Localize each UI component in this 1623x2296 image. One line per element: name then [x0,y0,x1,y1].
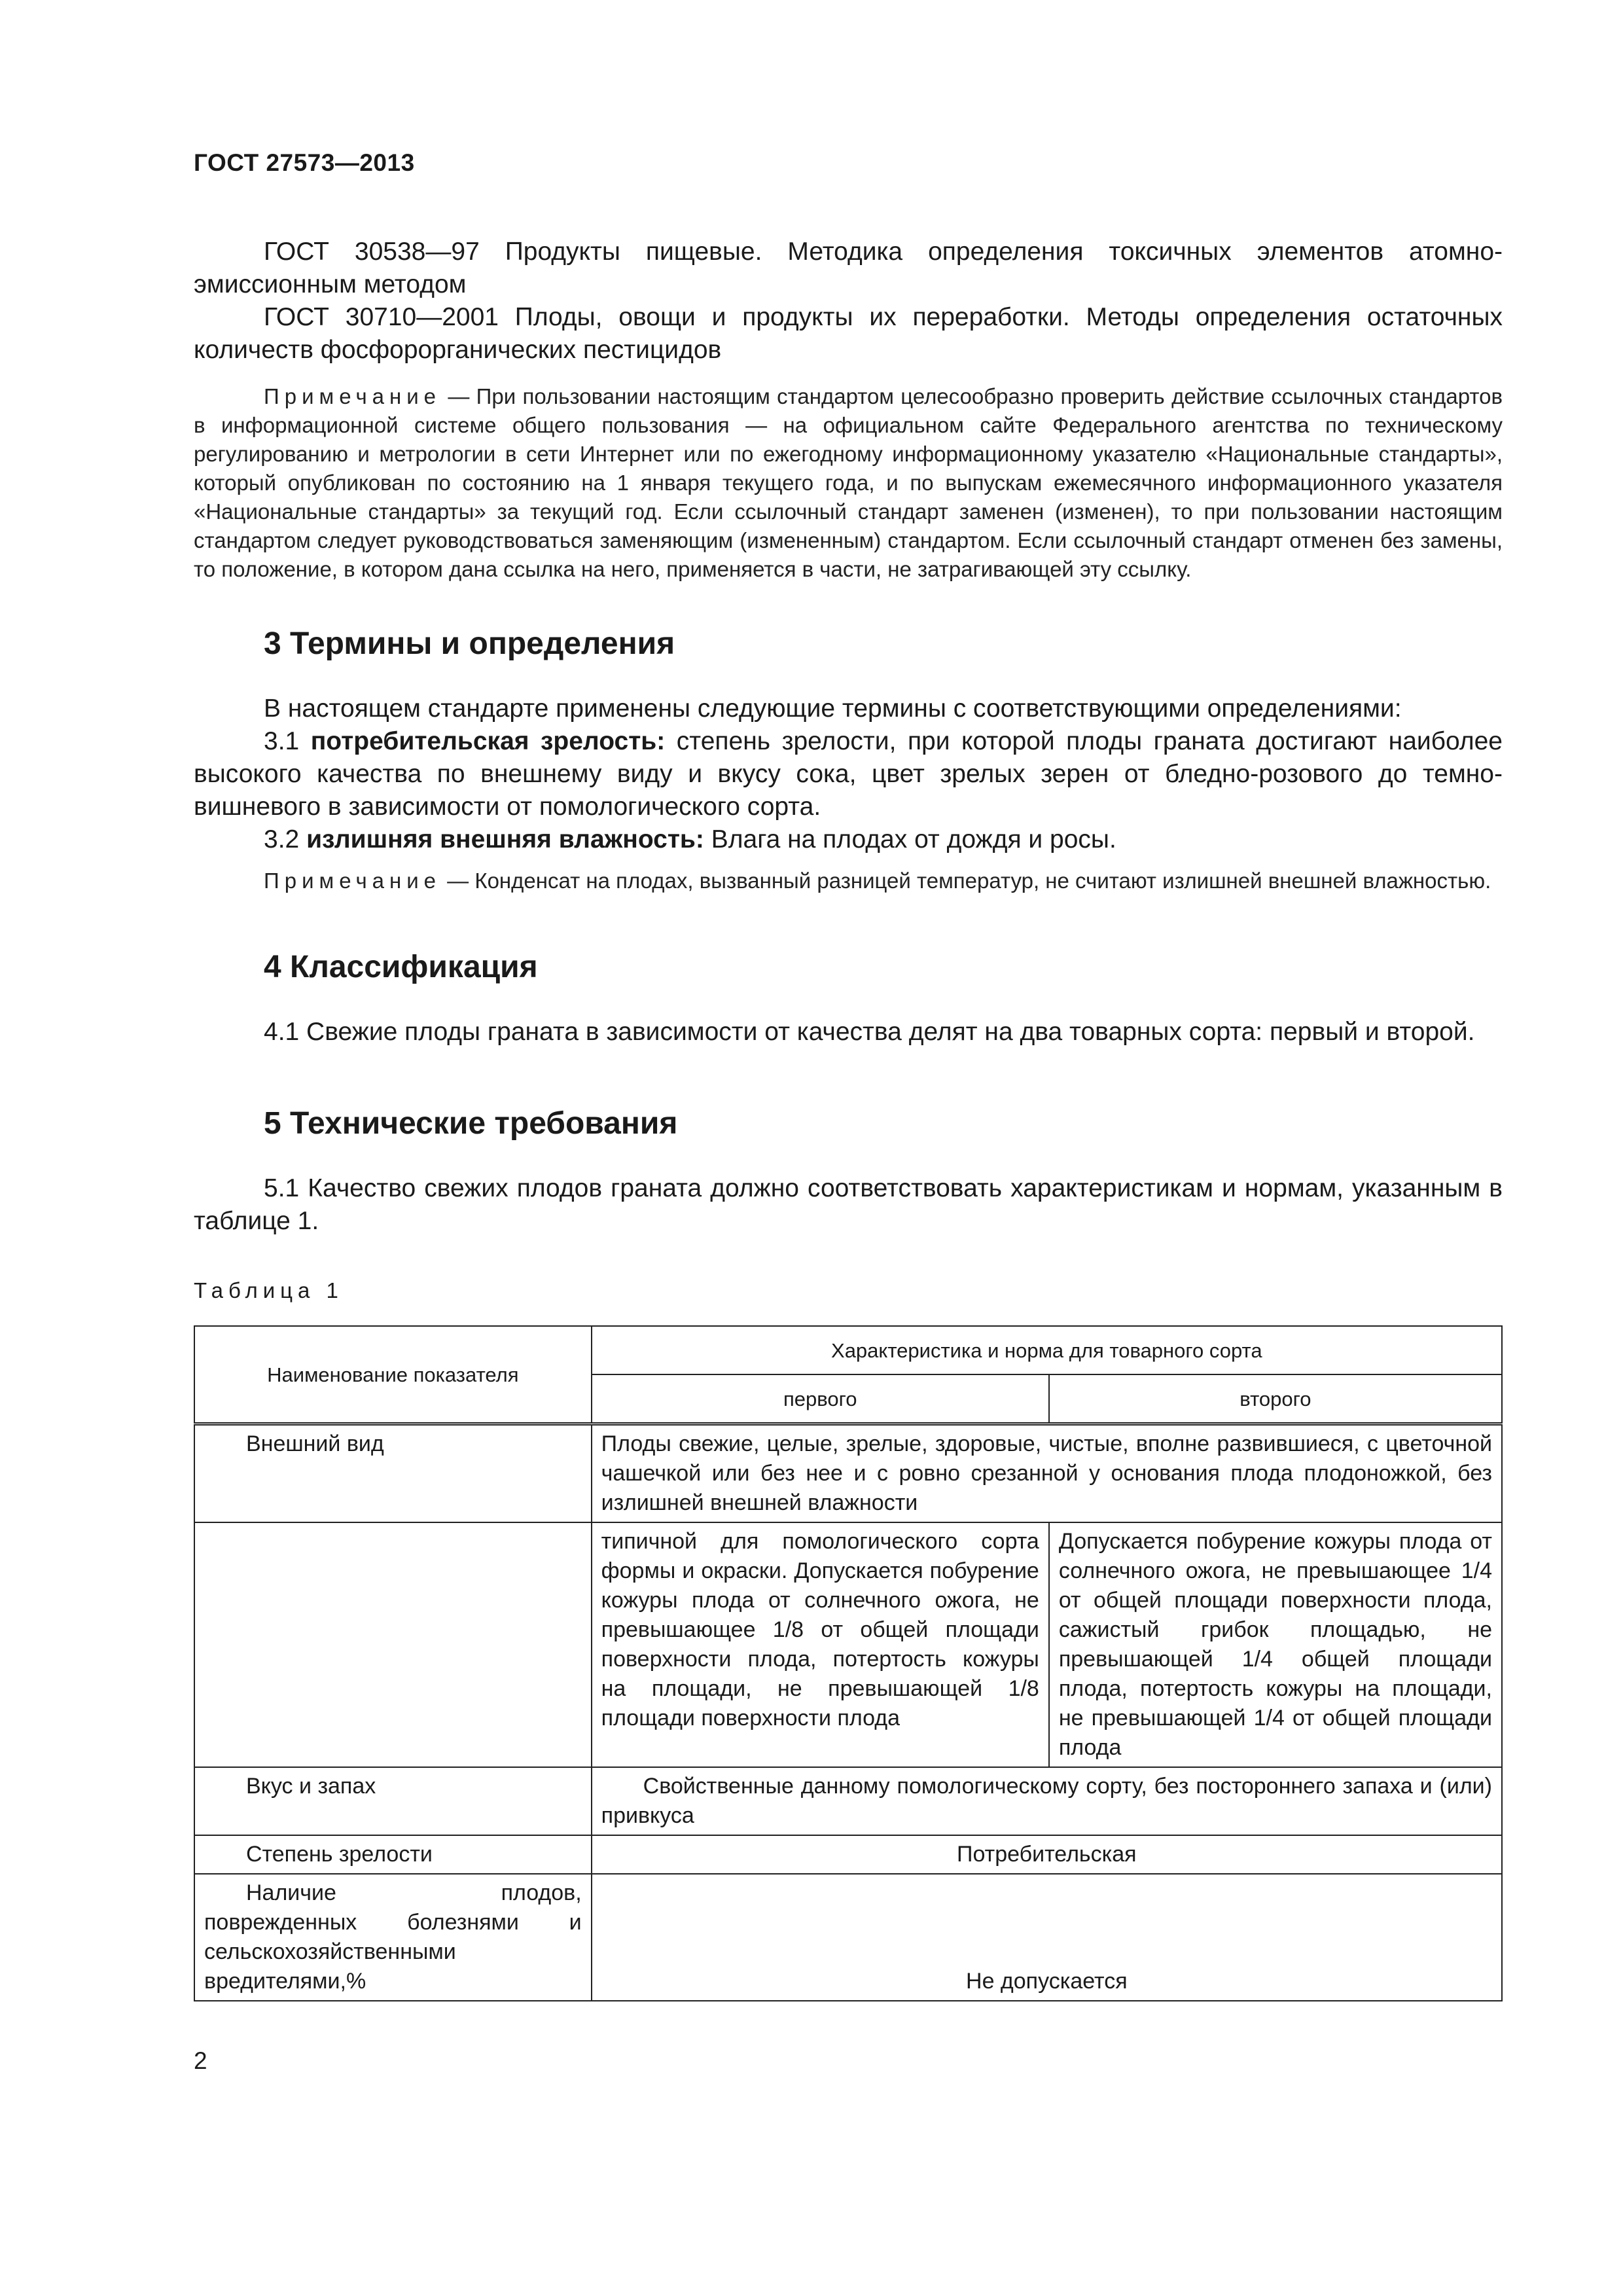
page-number: 2 [194,2047,207,2074]
cell-appearance-first: типичной для помологического сорта формы и окраски. Допускается побурение кожуры плода от солнечного ожога, не превышающее 1/8 от общей площади поверхности плода, потертость кожуры на площади, не превышающей 1/8 площади поверхности плода [592,1522,1049,1767]
table-header-row [194,1326,1502,1374]
table-row [194,1874,1502,2001]
section-3-note [194,867,1503,895]
reference-gost-30538: ГОСТ 30538—97 Продукты пищевые. Методика определения токсичных элементов атомно-эмиссионным методом [194,238,1503,298]
term-3-2 [194,823,1503,856]
row-label-appearance: Внешний вид [194,1424,592,1523]
term-number: 3.1 [264,727,311,755]
cell-ripeness-value: Потребительская [592,1835,1502,1874]
cell-appearance-second: Допускается побурение кожуры плода от солнечного ожога, не превышающее 1/4 от общей площади поверхности плода, сажистый грибок площадью, не превышающей 1/4 общей площади плода, потертость кожуры на площади, не превышающей 1/4 от общей площади плода [1049,1522,1502,1767]
document-page [194,149,1503,2001]
section-3-title: 3 Термины и определения [264,626,675,661]
term-definition: степень зрелости, при которой плоды граната достигают наиболее высокого качества по внешнему виду и вкусу сока, цвет зрелых зерен от бледно-розового до темно-вишневого в зависимости от помологического сорта. [194,727,1503,821]
row-label-ripeness: Степень зрелости [194,1835,592,1874]
table-row [194,1767,1502,1835]
header-indicator-name: Наименование показателя [194,1326,592,1424]
header-grade-group: Характеристика и норма для товарного сорта [592,1326,1502,1374]
header-first-grade: первого [592,1374,1049,1424]
document-header: ГОСТ 27573—2013 [194,149,415,176]
section-5-title: 5 Технические требования [264,1106,678,1141]
note-text: — При пользовании настоящим стандартом целесообразно проверить действие ссылочных стандартов в информационной системе общего пользования — на официальном сайте Федерального агентства по техническому регулированию и метрологии в сети Интернет или по ежегодному информационному указателю «Национальные стандарты», который опубликован по состоянию на 1 января текущего года, и по выпускам ежемесячного информационного указателя «Национальные стандарты» за текущий год. Если ссылочный стандарт заменен (изменен), то при пользовании настоящим стандартом следует руководствоваться заменяющим (измененным) стандартом. Если ссылочный стандарт отменен без замены, то положение, в котором дана ссылка на него, применяется в части, не затрагивающей эту ссылку. [194,384,1503,581]
note-text: — Конденсат на плодах, вызванный разницей температур, не считают излишней внешней влажностью. [441,869,1491,893]
row-label-damaged: Наличие плодов, поврежденных болезнями и сельскохозяйственными вредителями,% [194,1874,592,2001]
table-row [194,1835,1502,1874]
quality-table [194,1325,1503,2001]
cell-taste-value: Свойственные данному помологическому сорту, без постороннего запаха и (или) привкуса [592,1767,1502,1835]
reference-gost-30710: ГОСТ 30710—2001 Плоды, овощи и продукты их переработки. Методы определения остаточных количеств фосфорорганических пестицидов [194,303,1503,364]
term-name: излишняя внешняя влажность: [306,825,704,853]
term-definition: Влага на плодах от дождя и росы. [704,825,1116,853]
section-4-text: 4.1 Свежие плоды граната в зависимости от качества делят на два товарных сорта: первый и второй. [264,1018,1475,1046]
cell-appearance-common: Плоды свежие, целые, зрелые, здоровые, чистые, вполне развившиеся, с цветочной чашечкой или без нее и с ровно срезанной у основания плода плодоножкой, без излишней внешней влажности [592,1424,1502,1523]
table-row [194,1424,1502,1523]
row-label-taste: Вкус и запах [194,1767,592,1835]
table-row [194,1522,1502,1767]
section-5-text: 5.1 Качество свежих плодов граната должно соответствовать характеристикам и нормам, указанным в таблице 1. [194,1174,1503,1235]
header-second-grade: второго [1049,1374,1502,1424]
references-note [194,382,1503,584]
note-label: Примечание [264,384,442,408]
term-name: потребительская зрелость: [310,727,666,755]
table-caption: Таблица 1 [194,1278,344,1302]
section-3-intro: В настоящем стандарте применены следующие термины с соответствующими определениями: [264,694,1402,723]
section-4-title: 4 Классификация [264,950,538,984]
note-label: Примечание [264,869,442,893]
row-label-empty [194,1522,592,1767]
cell-damaged-value: Не допускается [592,1874,1502,2001]
term-number: 3.2 [264,825,307,853]
term-3-1 [194,725,1503,823]
